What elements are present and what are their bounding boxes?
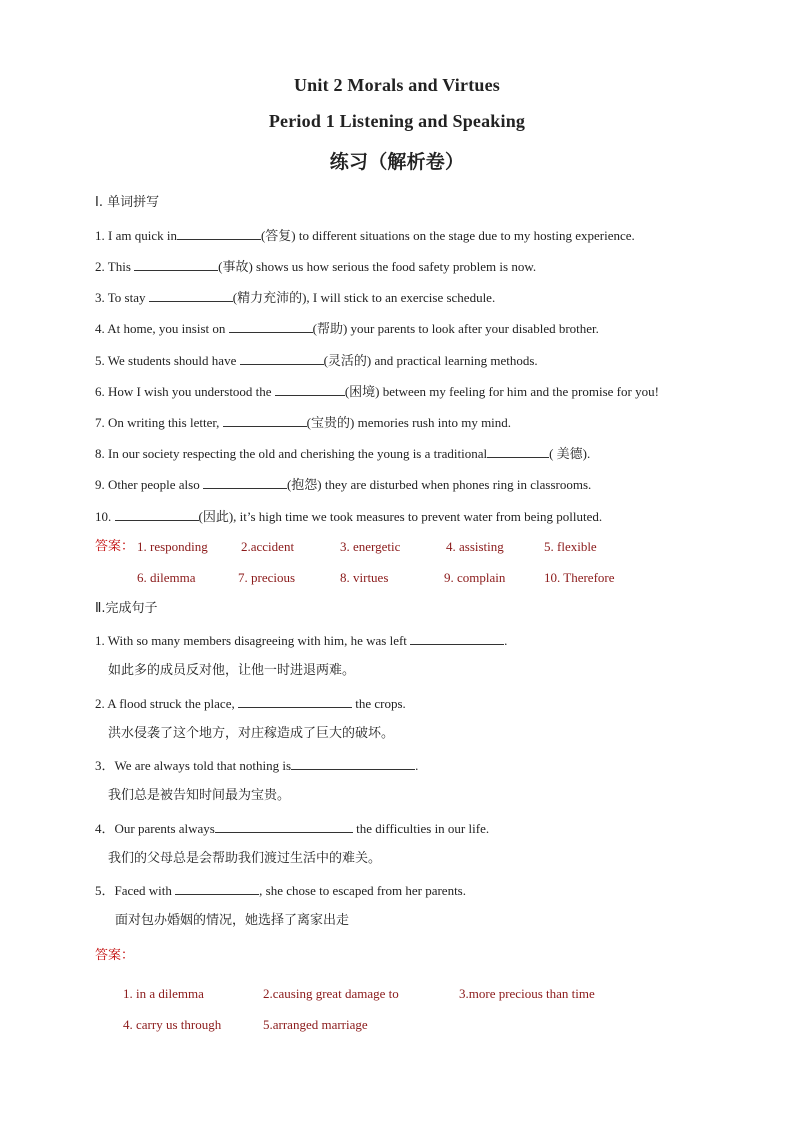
section1-item-5	[95, 352, 538, 369]
item-hint: (抱怨) they are disturbed when phones ring in classrooms.	[286, 477, 592, 492]
item-text: 3. To stay	[95, 290, 149, 305]
answer-blank[interactable]	[240, 352, 324, 365]
answer-s2-4: 4. carry us through	[123, 1017, 222, 1032]
item-hint: (帮助) your parents to look after your disabled brother.	[312, 321, 599, 336]
answer-blank[interactable]	[229, 320, 313, 333]
answer-10: 10. Therefore	[544, 570, 615, 585]
item-text-end: .	[415, 758, 419, 773]
item-hint: ( 美德).	[549, 446, 591, 461]
section1-item-2	[95, 258, 536, 275]
answer-blank[interactable]	[275, 383, 345, 396]
answer-blank[interactable]	[410, 632, 504, 645]
answer-blank[interactable]	[177, 227, 261, 240]
answer-blank[interactable]	[149, 289, 233, 302]
section1-item-6	[95, 383, 659, 400]
section1-item-9	[95, 476, 591, 493]
page-subtitle: Period 1 Listening and Speaking	[268, 111, 526, 131]
item-text: 4．Our parents always	[95, 821, 215, 836]
section2-item-3	[95, 757, 418, 774]
item-text: 7. On writing this letter,	[95, 415, 223, 430]
section2-heading: Ⅱ.完成句子	[95, 601, 158, 616]
item-text: 1. With so many members disagreeing with him, he was left	[95, 633, 411, 648]
section2-translation-2: 洪水侵袭了这个地方，对庄稼造成了巨大的破坏。	[108, 726, 395, 741]
item-hint: (精力充沛的), I will stick to an exercise schedule.	[232, 290, 496, 305]
item-hint: (困境) between my feeling for him and the promise for you!	[344, 384, 659, 399]
answer-blank[interactable]	[238, 695, 352, 708]
item-text: 5. We students should have	[95, 353, 240, 368]
section1-item-3	[95, 289, 495, 306]
section1-item-4	[95, 320, 599, 337]
section1-item-10	[95, 508, 602, 525]
item-hint: (灵活的) and practical learning methods.	[323, 353, 538, 368]
section2-answer-label: 答案：	[95, 948, 135, 963]
section2-item-2	[95, 695, 406, 712]
item-text: 3．We are always told that nothing is	[95, 758, 292, 773]
answer-blank[interactable]	[223, 414, 307, 427]
item-text-end: .	[504, 633, 508, 648]
answer-s2-3: 3.more precious than time	[459, 986, 595, 1001]
section2-item-5	[95, 882, 466, 899]
item-text: 9. Other people also	[95, 477, 203, 492]
answer-1: 1. responding	[137, 539, 208, 554]
answer-blank[interactable]	[175, 882, 259, 895]
answer-s2-5: 5.arranged marriage	[263, 1017, 368, 1032]
section2-translation-5: 面对包办婚姻的情况，她选择了离家出走	[115, 913, 350, 928]
answer-8: 8. virtues	[340, 570, 389, 585]
item-hint: (因此), it’s high time we took measures to prevent water from being polluted.	[198, 509, 603, 524]
item-hint: (事故) shows us how serious the food safety problem is now.	[218, 259, 537, 274]
section1-answer-label: 答案：	[95, 539, 135, 554]
page-title: Unit 2 Morals and Virtues	[293, 75, 500, 95]
answer-9: 9. complain	[444, 570, 506, 585]
item-hint: (答复) to different situations on the stage due to my hosting experience.	[260, 228, 635, 243]
section1-item-1	[95, 227, 635, 244]
item-text-end: , she chose to escaped from her parents.	[259, 883, 466, 898]
section2-translation-4: 我们的父母总是会帮助我们渡过生活中的难关。	[108, 851, 382, 866]
item-text: 5．Faced with	[95, 883, 176, 898]
section1-item-8	[95, 445, 590, 462]
section2-translation-1: 如此多的成员反对他，让他一时进退两难。	[108, 663, 356, 678]
item-hint: (宝贵的) memories rush into my mind.	[306, 415, 512, 430]
answer-3: 3. energetic	[340, 539, 401, 554]
answer-blank[interactable]	[291, 757, 415, 770]
section2-item-1	[95, 632, 507, 649]
item-text-end: the crops.	[351, 696, 406, 711]
section1-item-7	[95, 414, 511, 431]
item-text: 6. How I wish you understood the	[95, 384, 275, 399]
answer-blank[interactable]	[203, 476, 287, 489]
answer-s2-1: 1. in a dilemma	[123, 986, 204, 1001]
answer-blank[interactable]	[134, 258, 218, 271]
item-text: 2. A flood struck the place,	[95, 696, 238, 711]
answer-6: 6. dilemma	[137, 570, 196, 585]
section1-heading: I. 单词拼写	[95, 195, 160, 210]
page-subtitle-cn: 练习（解析卷）	[329, 151, 465, 173]
answer-5: 5. flexible	[544, 539, 597, 554]
answer-blank[interactable]	[115, 508, 199, 521]
answer-7: 7. precious	[238, 570, 296, 585]
answer-blank[interactable]	[487, 445, 549, 458]
answer-blank[interactable]	[215, 820, 353, 833]
item-text: 10.	[95, 509, 115, 524]
item-text: 1. I am quick in	[95, 228, 177, 243]
item-text: 2. This	[95, 259, 135, 274]
item-text: 4. At home, you insist on	[95, 321, 229, 336]
answer-4: 4. assisting	[446, 539, 504, 554]
section2-translation-3: 我们总是被告知时间最为宝贵。	[108, 788, 291, 803]
answer-2: 2.accident	[241, 539, 295, 554]
answer-s2-2: 2.causing great damage to	[263, 986, 399, 1001]
item-text-end: the difficulties in our life.	[352, 821, 490, 836]
section2-item-4	[95, 820, 489, 837]
item-text: 8. In our society respecting the old and cherishing the young is a traditional	[95, 446, 488, 461]
